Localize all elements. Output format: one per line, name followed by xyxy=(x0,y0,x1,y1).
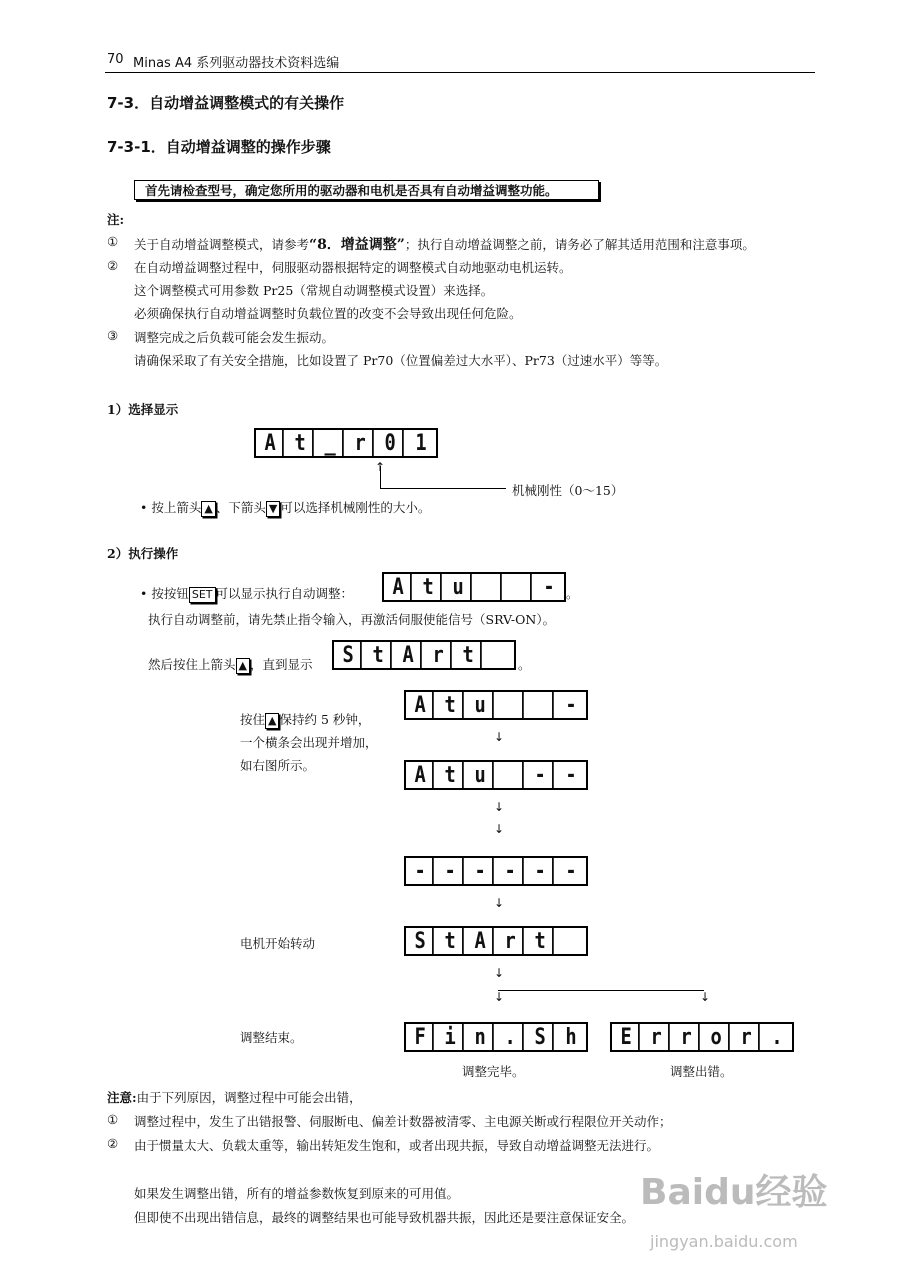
caution-1: 调整过程中，发生了出错报警、伺服断电、偏差计数器被清零、主电源关断或行程限位开关动作； xyxy=(134,1114,672,1129)
display-digit: n xyxy=(468,1024,494,1050)
display-digit: A xyxy=(396,642,422,668)
caution-1-mark: ① xyxy=(107,1112,119,1127)
start-display-1 xyxy=(332,640,516,670)
rigidity-pointer-horizontal xyxy=(380,488,506,489)
up-key-icon: ▲ xyxy=(236,658,250,674)
bullet: • xyxy=(140,500,148,515)
display-digit: 1 xyxy=(415,430,427,456)
display-digit xyxy=(528,692,554,718)
display-digit: u xyxy=(468,692,494,718)
up-arrow-icon: ↑ xyxy=(375,460,386,474)
caution-intro-text: 由于下列原因，调整过程中可能会出错， xyxy=(136,1090,362,1105)
sequence-display-start xyxy=(404,926,588,956)
display-digit: r xyxy=(734,1024,760,1050)
display-digit xyxy=(476,574,502,600)
display-digit: . xyxy=(498,1024,524,1050)
display-digit: t xyxy=(366,642,392,668)
set-key-icon: SET xyxy=(189,587,216,603)
display-digit: A xyxy=(386,574,412,600)
display-digit: t xyxy=(416,574,442,600)
display-digit xyxy=(506,574,532,600)
step-2-line-3 xyxy=(148,655,313,674)
display-digit: - xyxy=(565,858,577,884)
display-digit: A xyxy=(468,928,494,954)
note-1-pre: 关于自动增益调整模式，请参考 xyxy=(134,237,310,252)
display-digit: u xyxy=(446,574,472,600)
down-arrow-icon: ↓ xyxy=(494,896,505,910)
step-1-instruction xyxy=(140,498,430,517)
atu-display-1 xyxy=(382,572,566,602)
display-digit: r xyxy=(674,1024,700,1050)
display-digit: r xyxy=(426,642,452,668)
caution-intro xyxy=(107,1088,362,1106)
caution-label: 注意: xyxy=(107,1090,137,1105)
down-arrow-icon: ↓ xyxy=(494,966,505,980)
up-key-icon: ▲ xyxy=(201,501,215,517)
error-caption: 调整出错。 xyxy=(670,1064,733,1079)
display-digit: t xyxy=(438,762,464,788)
down-key-icon: ▼ xyxy=(266,501,280,517)
display-digit: A xyxy=(258,430,284,456)
display-digit: S xyxy=(408,928,434,954)
step-2-line-3-post: ，直到显示 xyxy=(249,657,313,672)
display-digit: r xyxy=(498,928,524,954)
rigidity-display xyxy=(254,428,438,458)
note-1-mark: ① xyxy=(107,234,119,249)
sequence-display-atu-1 xyxy=(404,690,588,720)
page-number: 70 xyxy=(107,52,124,67)
display-digit: t xyxy=(438,692,464,718)
display-digit: E xyxy=(614,1024,640,1050)
period: 。 xyxy=(566,586,579,601)
down-arrow-icon: ↓ xyxy=(494,822,505,836)
note-1 xyxy=(134,234,755,254)
display-digit: - xyxy=(408,858,434,884)
display-digit: - xyxy=(438,858,464,884)
display-digit xyxy=(498,762,524,788)
footer-line-1: 如果发生调整出错，所有的增益参数恢复到原来的可用值。 xyxy=(134,1186,460,1201)
sequence-display-atu-2 xyxy=(404,760,588,790)
display-digit: r xyxy=(644,1024,670,1050)
display-digit: S xyxy=(528,1024,554,1050)
step-1-text-post: 可以选择机械刚性的大小。 xyxy=(280,500,431,515)
hold-line-2: 一个横条会出现并增加， xyxy=(240,735,378,750)
display-digit: t xyxy=(438,928,464,954)
running-header: Minas A4 系列驱动器技术资料选编 xyxy=(133,56,340,71)
display-digit: - xyxy=(528,762,554,788)
display-digit: - xyxy=(528,858,554,884)
display-digit: A xyxy=(408,762,434,788)
down-arrow-icon: ↓ xyxy=(494,730,505,744)
display-digit: r xyxy=(348,430,374,456)
display-digit: - xyxy=(565,692,577,718)
hold-post: 保持约 5 秒钟， xyxy=(279,712,371,727)
note-3-line-1: 调整完成之后负载可能会发生振动。 xyxy=(134,330,335,345)
up-key-icon: ▲ xyxy=(265,713,279,729)
display-digit: t xyxy=(288,430,314,456)
down-arrow-icon: ↓ xyxy=(494,990,505,1004)
down-arrow-icon: ↓ xyxy=(494,800,505,814)
down-arrow-icon: ↓ xyxy=(700,990,711,1004)
display-digit: - xyxy=(565,762,577,788)
display-digit xyxy=(486,642,512,668)
finish-caption: 调整完毕。 xyxy=(462,1064,525,1079)
header-rule xyxy=(105,72,815,73)
model-check-note: 首先请检查型号，确定您所用的驱动器和电机是否具有自动增益调整功能。 xyxy=(134,180,599,200)
caution-2-mark: ② xyxy=(107,1136,119,1151)
step-1-text-pre: 按上箭头 xyxy=(151,500,202,515)
display-digit: 0 xyxy=(378,430,404,456)
hold-line-1 xyxy=(240,710,370,729)
display-digit: o xyxy=(704,1024,730,1050)
step-1-title: 1）选择显示 xyxy=(107,402,179,417)
note-2-mark: ② xyxy=(107,258,119,273)
subsection-title: 7-3-1．自动增益调整的操作步骤 xyxy=(107,138,331,156)
watermark-logo: Baidu经验 xyxy=(640,1172,828,1213)
step-2-line-2: 执行自动调整前，请先禁止指令输入，再激活伺服使能信号（SRV-ON）。 xyxy=(148,612,556,627)
step-2-line-1-post: 可以显示执行自动调整： xyxy=(215,586,354,601)
display-digit: S xyxy=(336,642,362,668)
rigidity-label: 机械刚性（0～15） xyxy=(512,483,624,498)
note-3-line-2: 请确保采取了有关安全措施，比如设置了 Pr70（位置偏差过大水平）、Pr73（过速水平）等等。 xyxy=(134,353,668,368)
step-1-text-mid: 、下箭头 xyxy=(215,500,266,515)
display-digit: - xyxy=(543,574,555,600)
footer-line-2: 但即使不出现出错信息，最终的调整结果也可能导致机器共振，因此还是要注意保证安全。 xyxy=(134,1210,635,1225)
error-display xyxy=(610,1022,794,1052)
step-2-line-1-pre: 按按钮 xyxy=(151,586,189,601)
tuning-end-label: 调整结束。 xyxy=(240,1030,303,1045)
display-digit: _ xyxy=(318,430,344,456)
section-title: 7-3．自动增益调整模式的有关操作 xyxy=(107,94,345,112)
sequence-display-bars xyxy=(404,856,588,886)
note-2-line-1: 在自动增益调整过程中，伺服驱动器根据特定的调整模式自动地驱动电机运转。 xyxy=(134,260,572,275)
step-2-line-1 xyxy=(140,584,353,603)
note-2-line-2: 这个调整模式可用参数 Pr25（常规自动调整模式设置）来选择。 xyxy=(134,283,494,298)
step-2-title: 2）执行操作 xyxy=(107,546,179,561)
branch-line xyxy=(498,990,704,991)
finish-display xyxy=(404,1022,588,1052)
motor-start-label: 电机开始转动 xyxy=(240,936,316,951)
bullet: • xyxy=(140,586,148,601)
watermark-url: jingyan.baidu.com xyxy=(650,1232,798,1251)
note-2-line-3: 必须确保执行自动增益调整时负载位置的改变不会导致出现任何危险。 xyxy=(134,306,522,321)
note-1-post: ；执行自动增益调整之前，请务必了解其适用范围和注意事项。 xyxy=(404,237,755,252)
display-digit: t xyxy=(456,642,482,668)
display-digit: t xyxy=(528,928,554,954)
note-1-ref: “8．增益调整” xyxy=(309,237,405,253)
display-digit: i xyxy=(438,1024,464,1050)
hold-pre: 按住 xyxy=(240,712,266,727)
notes-label: 注: xyxy=(107,212,125,227)
display-digit: - xyxy=(468,858,494,884)
display-digit xyxy=(558,928,584,954)
display-digit: A xyxy=(408,692,434,718)
display-digit: . xyxy=(771,1024,783,1050)
period: 。 xyxy=(518,657,531,672)
caution-2: 由于惯量太大、负载太重等，输出转矩发生饱和，或者出现共振，导致自动增益调整无法进行。 xyxy=(134,1138,660,1153)
display-digit xyxy=(498,692,524,718)
display-digit: F xyxy=(408,1024,434,1050)
display-digit: h xyxy=(565,1024,577,1050)
hold-line-3: 如右图所示。 xyxy=(240,758,316,773)
display-digit: - xyxy=(498,858,524,884)
display-digit: u xyxy=(468,762,494,788)
note-3-mark: ③ xyxy=(107,328,119,343)
step-2-line-3-pre: 然后按住上箭头 xyxy=(148,657,236,672)
